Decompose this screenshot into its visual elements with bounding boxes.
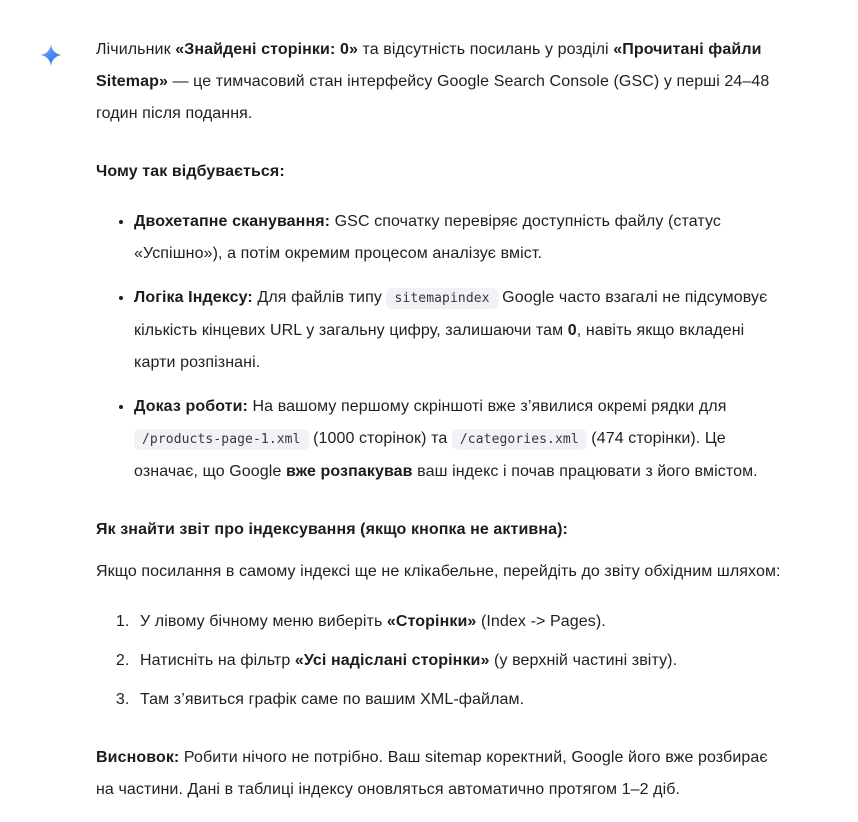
text-run: Для файлів типу xyxy=(252,289,387,306)
text-run: (1000 сторінок) та xyxy=(308,430,452,447)
inline-code: /categories.xml xyxy=(452,429,587,450)
bold-text: «Знайдені сторінки: 0» xyxy=(175,41,358,58)
text-run: На вашому першому скріншоті вже з’явилися окремі рядки для xyxy=(247,398,727,415)
text-run: ваш індекс і почав працювати з його вмістом. xyxy=(412,463,758,480)
reasons-list xyxy=(96,206,784,488)
text-run: (у верхній частині звіту). xyxy=(489,652,678,669)
bold-text: Двохетапне сканування: xyxy=(134,213,331,230)
list-item xyxy=(134,645,784,677)
bold-text: «Прочитані файли Sitemap» xyxy=(96,41,762,90)
bold-text: Доказ роботи: xyxy=(134,398,248,415)
text-run: Якщо посилання в самому індексі ще не клікабельне, перейдіть до звіту обхідним шляхом: xyxy=(96,563,781,580)
bold-text: вже розпакував xyxy=(286,463,413,480)
bold-text: Як знайти звіт про індексування (якщо кнопка не активна): xyxy=(96,521,568,538)
message-content xyxy=(96,34,784,822)
text-run: Робити нічого не потрібно. Ваш sitemap коректний, Google його вже розбирає на частини. Дані в таблиці індексу оновляться автоматично протягом 1–2 діб. xyxy=(96,749,768,798)
text-run: , навіть якщо вкладені карти розпізнані. xyxy=(134,322,745,371)
text-run: (474 сторінки). Це означає, що Google xyxy=(134,430,726,480)
list-item xyxy=(134,684,784,716)
list-item xyxy=(134,391,784,488)
inline-code: sitemapindex xyxy=(386,288,497,309)
list-item xyxy=(134,282,784,379)
bold-text: «Сторінки» xyxy=(386,613,477,630)
conclusion-paragraph xyxy=(96,742,784,806)
text-run: Лічильник xyxy=(96,41,176,58)
gemini-sparkle-icon xyxy=(38,42,64,68)
section-heading-how-to-find-report xyxy=(96,514,784,546)
section-heading-why xyxy=(96,156,784,188)
text-run: (Index -> Pages). xyxy=(476,613,606,630)
text-run: Google часто взагалі не підсумовує кількість кінцевих URL у загальну цифру, залишаючи там xyxy=(134,289,768,339)
bold-text: 0 xyxy=(567,322,577,339)
text-run: У лівому бічному меню виберіть xyxy=(140,613,387,630)
bold-text: Чому так відбувається: xyxy=(96,163,285,180)
bold-text: Логіка Індексу: xyxy=(134,289,253,306)
text-run: — це тимчасовий стан інтерфейсу Google Search Console (GSC) у перші 24–48 годин після подання. xyxy=(96,73,770,122)
bold-text: «Усі надіслані сторінки» xyxy=(294,652,490,669)
list-item xyxy=(134,606,784,638)
steps-list xyxy=(96,606,784,716)
bold-text: Висновок: xyxy=(96,749,180,766)
text-run: та відсутність посилань у розділі xyxy=(357,41,614,58)
text-run: GSC спочатку перевіряє доступність файлу (статус «Успішно»), а потім окремим процесом аналізує вміст. xyxy=(134,213,722,262)
text-run: Там з’явиться графік саме по вашим XML-файлам. xyxy=(140,691,525,708)
inline-code: /products-page-1.xml xyxy=(134,429,309,450)
workaround-intro-paragraph xyxy=(96,556,784,588)
list-item xyxy=(134,206,784,270)
text-run: Натисніть на фільтр xyxy=(140,652,295,669)
intro-paragraph xyxy=(96,34,784,130)
